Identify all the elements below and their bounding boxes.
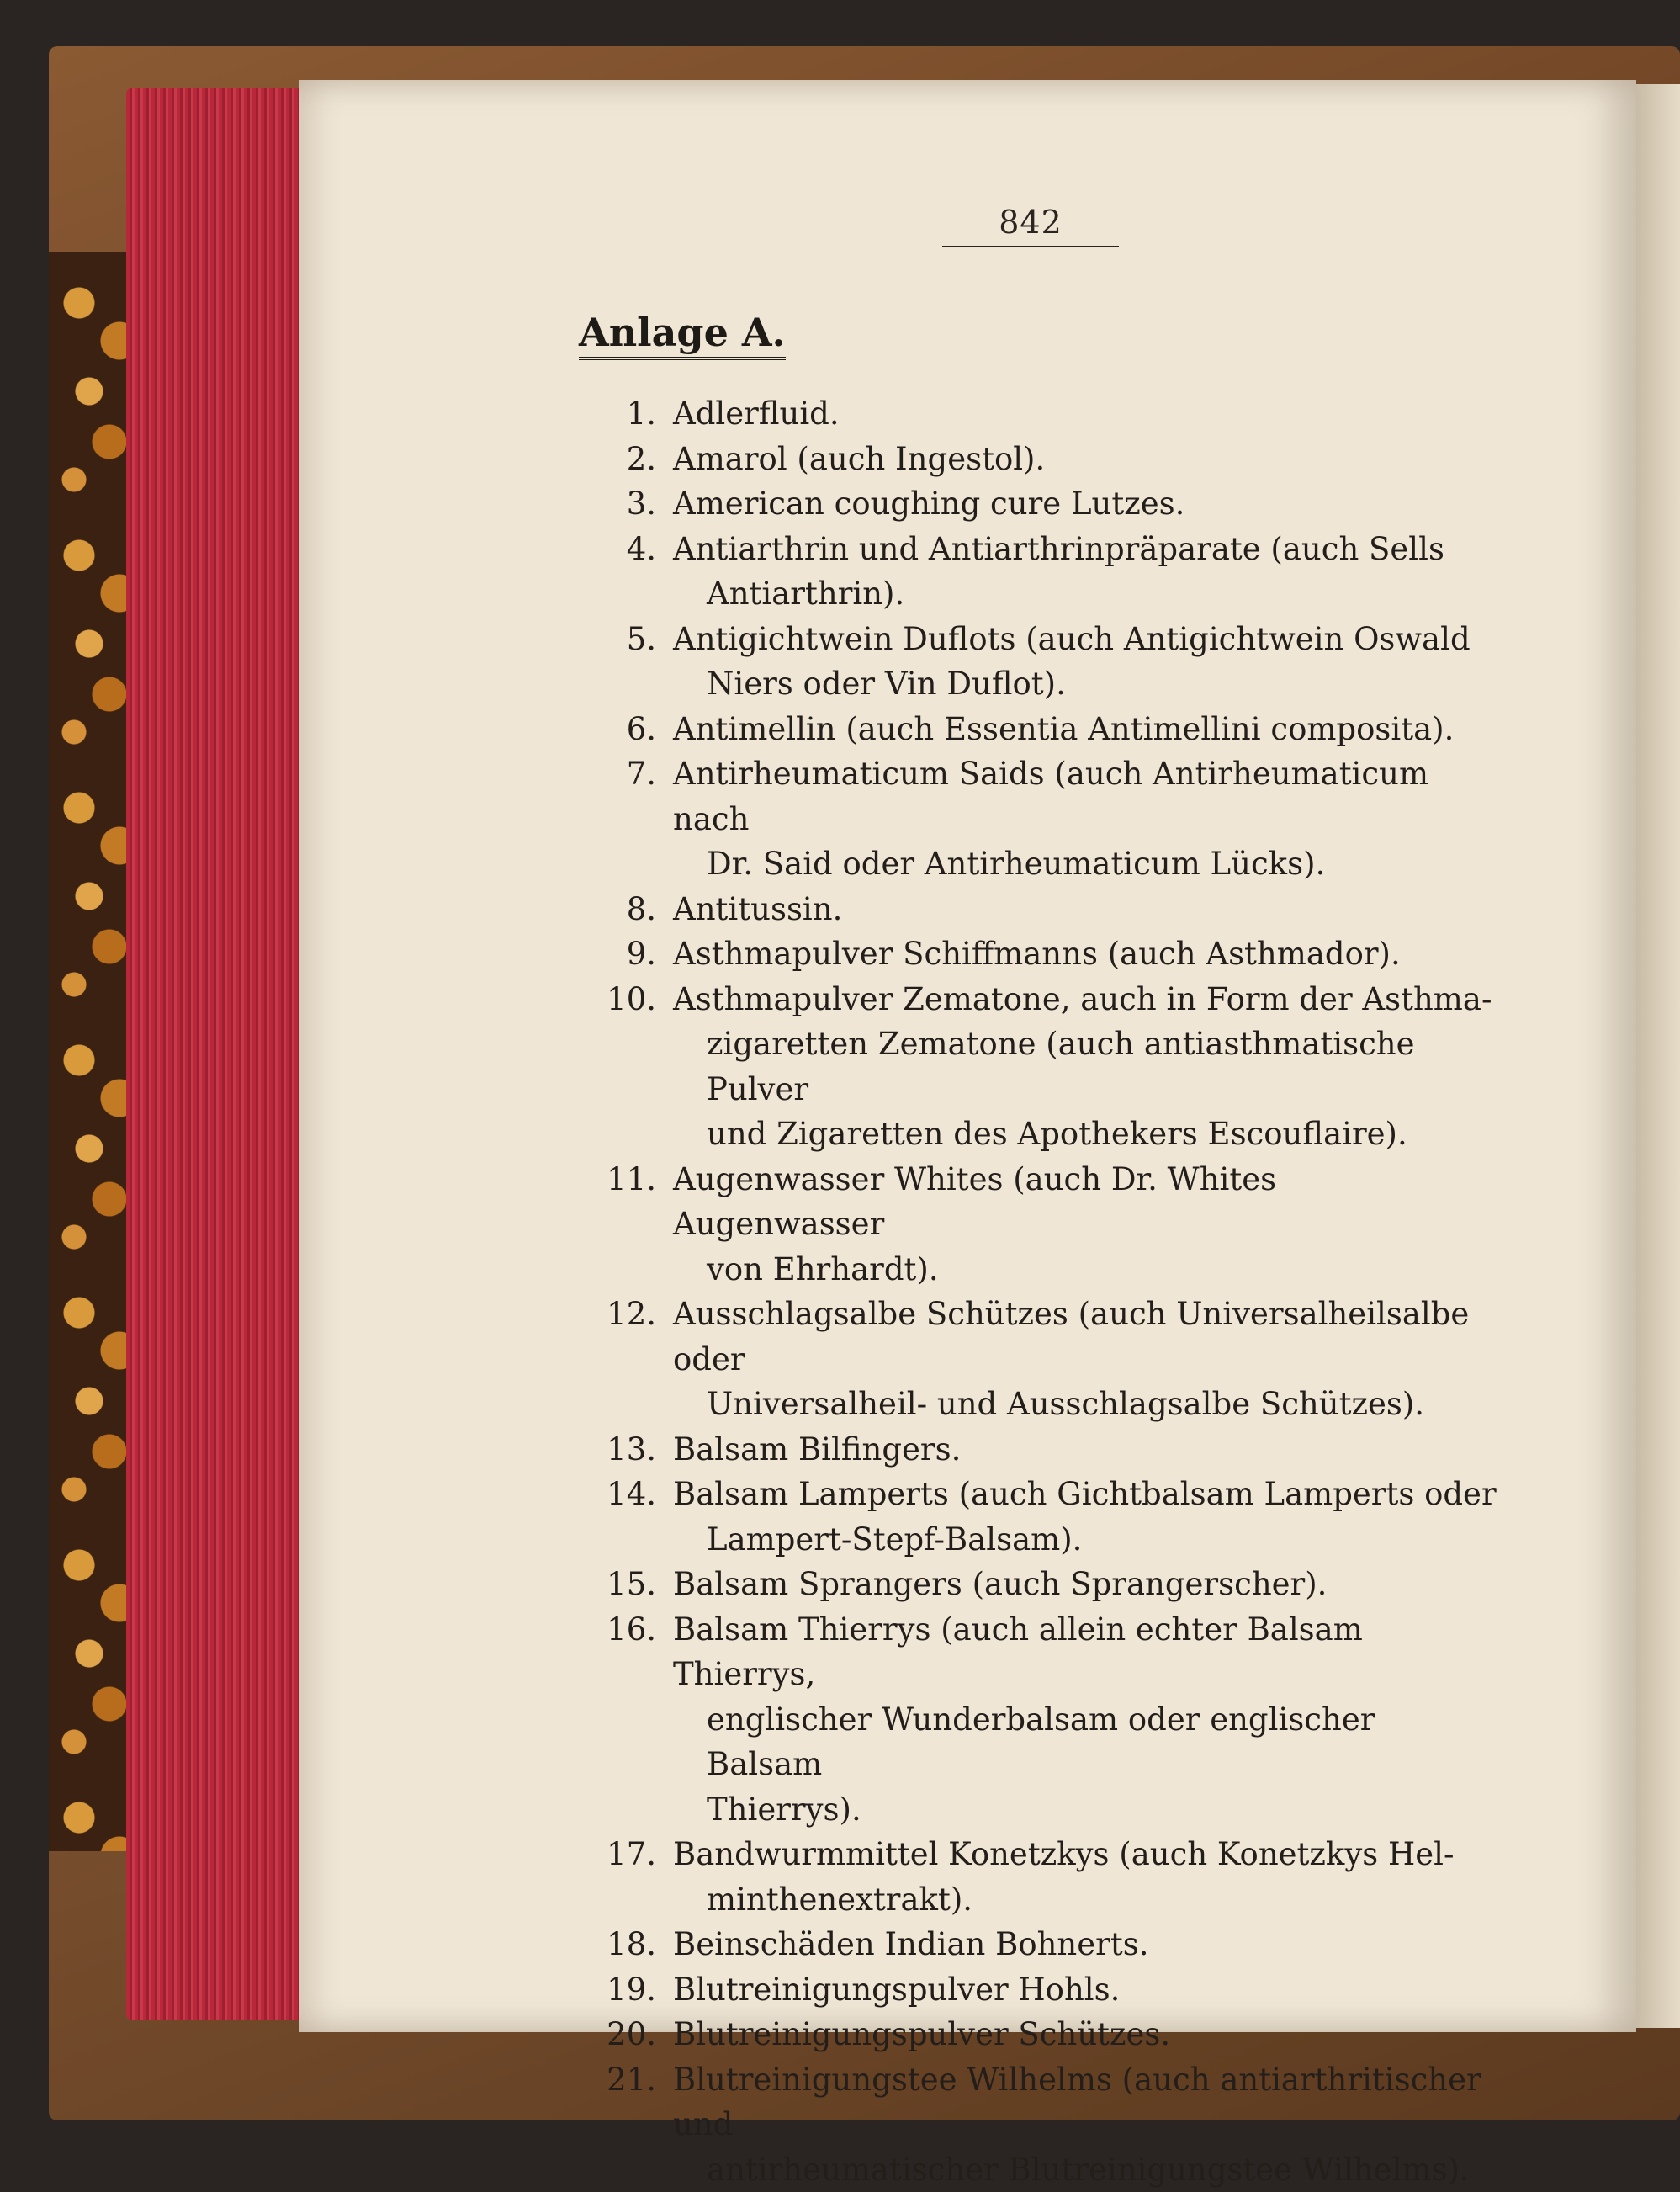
entry-line: Universalheil- und Ausschlagsalbe Schützes). xyxy=(673,1382,1497,1427)
entry-number: 4. xyxy=(589,527,673,572)
entry-number: 11. xyxy=(589,1157,673,1202)
entry-line: Augenwasser Whites (auch Dr. Whites Augenwasser xyxy=(673,1157,1497,1247)
entry-number: 18. xyxy=(589,1922,673,1967)
entry-line: Balsam Lamperts (auch Gichtbalsam Lamperts oder xyxy=(673,1472,1497,1517)
entry-line: Lampert-Stepf-Balsam). xyxy=(673,1517,1497,1563)
list-item xyxy=(589,1472,1497,1562)
entry-text xyxy=(673,527,1497,617)
entry-line: Ausschlagsalbe Schützes (auch Universalheilsalbe oder xyxy=(673,1292,1497,1382)
entry-text xyxy=(673,437,1497,482)
entry-number: 7. xyxy=(589,751,673,797)
entry-line: antirheumatischer Blutreinigungstee Wilhelms). xyxy=(673,2147,1497,2192)
entry-line: zigaretten Zematone (auch antiasthmatische Pulver xyxy=(673,1022,1497,1112)
entry-line: Adlerfluid. xyxy=(673,391,1497,437)
page-number: 842 xyxy=(942,204,1119,247)
entry-number: 16. xyxy=(589,1607,673,1653)
entry-number: 10. xyxy=(589,977,673,1022)
entry-text xyxy=(673,887,1497,932)
list-item xyxy=(589,391,1497,437)
list-item xyxy=(589,1562,1497,1607)
entry-text xyxy=(673,931,1497,977)
entry-line: Bandwurmmittel Konetzkys (auch Konetzkys Hel- xyxy=(673,1832,1497,1877)
list-item xyxy=(589,751,1497,887)
list-item xyxy=(589,1292,1497,1427)
entry-line: Antimellin (auch Essentia Antimellini composita). xyxy=(673,707,1497,752)
entry-line: Blutreinigungspulver Schützes. xyxy=(673,2012,1497,2057)
list-item xyxy=(589,2012,1497,2057)
entry-number: 2. xyxy=(589,437,673,482)
entry-number: 8. xyxy=(589,887,673,932)
entry-line: Asthmapulver Zematone, auch in Form der Asthma- xyxy=(673,977,1497,1022)
list-item xyxy=(589,887,1497,932)
list-item xyxy=(589,2057,1497,2192)
entry-number: 6. xyxy=(589,707,673,752)
entry-number: 13. xyxy=(589,1427,673,1473)
entry-text xyxy=(673,1472,1497,1562)
entry-text xyxy=(673,391,1497,437)
entry-number: 21. xyxy=(589,2057,673,2103)
entry-line: Niers oder Vin Duflot). xyxy=(673,661,1497,707)
entry-line: und Zigaretten des Apothekers Escouflaire). xyxy=(673,1112,1497,1157)
entry-text xyxy=(673,1427,1497,1473)
entry-text xyxy=(673,1607,1497,1833)
list-item xyxy=(589,1427,1497,1473)
next-page-edge xyxy=(1636,84,1680,2028)
list-item xyxy=(589,1922,1497,1967)
entry-list xyxy=(589,391,1497,2192)
entry-text xyxy=(673,751,1497,887)
entry-text xyxy=(673,707,1497,752)
entry-text xyxy=(673,2012,1497,2057)
entry-text xyxy=(673,1157,1497,1292)
list-item xyxy=(589,481,1497,527)
entry-line: Balsam Sprangers (auch Sprangerscher). xyxy=(673,1562,1497,1607)
section-heading: Anlage A. xyxy=(579,310,786,360)
entry-line: American coughing cure Lutzes. xyxy=(673,481,1497,527)
entry-text xyxy=(673,1562,1497,1607)
entry-text xyxy=(673,1967,1497,2013)
list-item xyxy=(589,437,1497,482)
list-item xyxy=(589,707,1497,752)
entry-number: 3. xyxy=(589,481,673,527)
entry-text xyxy=(673,617,1497,707)
entry-line: Beinschäden Indian Bohnerts. xyxy=(673,1922,1497,1967)
entry-text xyxy=(673,481,1497,527)
list-item xyxy=(589,1967,1497,2013)
entry-line: Dr. Said oder Antirheumaticum Lücks). xyxy=(673,841,1497,887)
entry-line: Amarol (auch Ingestol). xyxy=(673,437,1497,482)
entry-line: Blutreinigungspulver Hohls. xyxy=(673,1967,1497,2013)
entry-number: 14. xyxy=(589,1472,673,1517)
entry-text xyxy=(673,2057,1497,2192)
entry-line: englischer Wunderbalsam oder englischer Balsam xyxy=(673,1697,1497,1787)
entry-number: 9. xyxy=(589,931,673,977)
entry-number: 12. xyxy=(589,1292,673,1337)
entry-number: 5. xyxy=(589,617,673,662)
entry-text xyxy=(673,1922,1497,1967)
entry-text xyxy=(673,1832,1497,1922)
entry-line: Antiarthrin). xyxy=(673,571,1497,617)
entry-line: Thierrys). xyxy=(673,1787,1497,1833)
list-item xyxy=(589,1607,1497,1833)
list-item xyxy=(589,1157,1497,1292)
entry-line: Antirheumaticum Saids (auch Antirheumaticum nach xyxy=(673,751,1497,841)
list-item xyxy=(589,1832,1497,1922)
entry-line: Antitussin. xyxy=(673,887,1497,932)
entry-number: 1. xyxy=(589,391,673,437)
entry-text xyxy=(673,1292,1497,1427)
entry-number: 20. xyxy=(589,2012,673,2057)
list-item xyxy=(589,527,1497,617)
list-item xyxy=(589,931,1497,977)
entry-text xyxy=(673,977,1497,1157)
entry-line: Antiarthrin und Antiarthrinpräparate (auch Sells xyxy=(673,527,1497,572)
entry-line: Blutreinigungstee Wilhelms (auch antiarthritischer und xyxy=(673,2057,1497,2147)
entry-line: Balsam Thierrys (auch allein echter Balsam Thierrys, xyxy=(673,1607,1497,1697)
list-item xyxy=(589,617,1497,707)
page-edges xyxy=(126,88,311,2020)
entry-number: 15. xyxy=(589,1562,673,1607)
entry-line: von Ehrhardt). xyxy=(673,1247,1497,1292)
entry-line: minthenextrakt). xyxy=(673,1877,1497,1923)
entry-line: Antigichtwein Duflots (auch Antigichtwein Oswald xyxy=(673,617,1497,662)
entry-line: Balsam Bilfingers. xyxy=(673,1427,1497,1473)
list-item xyxy=(589,977,1497,1157)
entry-line: Asthmapulver Schiffmanns (auch Asthmador). xyxy=(673,931,1497,977)
entry-number: 17. xyxy=(589,1832,673,1877)
entry-number: 19. xyxy=(589,1967,673,2013)
